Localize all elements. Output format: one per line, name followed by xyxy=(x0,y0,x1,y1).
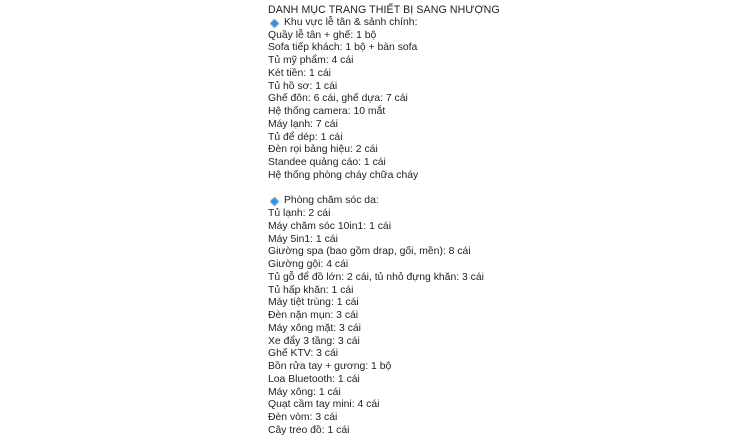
list-item: Ghế đôn: 6 cái, ghế dựa: 7 cái xyxy=(268,93,408,105)
list-item: Hệ thống phòng cháy chữa cháy xyxy=(268,169,419,181)
section-heading-label: Phòng chăm sóc da: xyxy=(284,195,379,207)
list-item: Máy xông: 1 cái xyxy=(268,386,341,398)
list-item: Đèn vòm: 3 cái xyxy=(268,412,338,423)
list-item: Tủ gỗ để đồ lớn: 2 cái, tủ nhỏ đựng khăn: 3 cái xyxy=(268,271,484,283)
list-item: Máy xông mặt: 3 cái xyxy=(268,322,361,334)
list-item: Bồn rửa tay + gương: 1 bộ xyxy=(268,361,392,372)
list-item: Đèn nặn mụn: 3 cái xyxy=(268,310,359,321)
reception-item-list xyxy=(268,30,728,183)
skincare-item-list xyxy=(268,208,728,438)
list-item: Sofa tiếp khách: 1 bộ + bàn sofa xyxy=(268,42,418,54)
list-item: Tủ mỹ phẩm: 4 cái xyxy=(268,55,354,66)
list-item: Tủ lạnh: 2 cái xyxy=(268,208,331,219)
list-item: Quầy lễ tân + ghế: 1 bộ xyxy=(268,29,377,41)
blue-diamond-icon xyxy=(270,18,280,28)
blank-line xyxy=(268,183,728,196)
list-item: Loa Bluetooth: 1 cái xyxy=(268,373,360,385)
equipment-list-document xyxy=(268,4,728,438)
list-item: Tủ hồ sơ: 1 cái xyxy=(268,80,338,92)
list-item: Giường spa (bao gồm drap, gối, mền): 8 cái xyxy=(268,246,471,258)
list-item: Ghế KTV: 3 cái xyxy=(268,348,339,360)
list-item: Máy 5in1: 1 cái xyxy=(268,233,338,245)
list-item: Hệ thống camera: 10 mắt xyxy=(268,106,386,117)
list-item: Đèn rọi bảng hiệu: 2 cái xyxy=(268,144,378,156)
list-item: Máy tiệt trùng: 1 cái xyxy=(268,297,359,309)
blue-diamond-icon xyxy=(270,197,280,207)
section-heading-skincare-room xyxy=(268,195,728,208)
list-item: Quạt cầm tay mini: 4 cái xyxy=(268,399,380,411)
list-item: Cây treo đồ: 1 cái xyxy=(268,424,350,436)
list-item: Tủ để dép: 1 cái xyxy=(268,131,343,143)
document-title: DANH MỤC TRANG THIẾT BỊ SANG NHƯỢNG xyxy=(268,4,500,16)
list-item: Tủ hấp khăn: 1 cái xyxy=(268,284,354,296)
list-item: Két tiền: 1 cái xyxy=(268,67,331,79)
list-item: Giường gội: 4 cái xyxy=(268,259,349,270)
list-item: Xe đẩy 3 tầng: 3 cái xyxy=(268,335,360,347)
list-item: Máy lạnh: 7 cái xyxy=(268,118,338,130)
section-heading-label: Khu vực lễ tân & sảnh chính: xyxy=(284,16,418,28)
section-heading-reception xyxy=(268,17,728,30)
list-item: Máy chăm sóc 10in1: 1 cái xyxy=(268,220,392,232)
list-item: Standee quảng cáo: 1 cái xyxy=(268,157,386,168)
